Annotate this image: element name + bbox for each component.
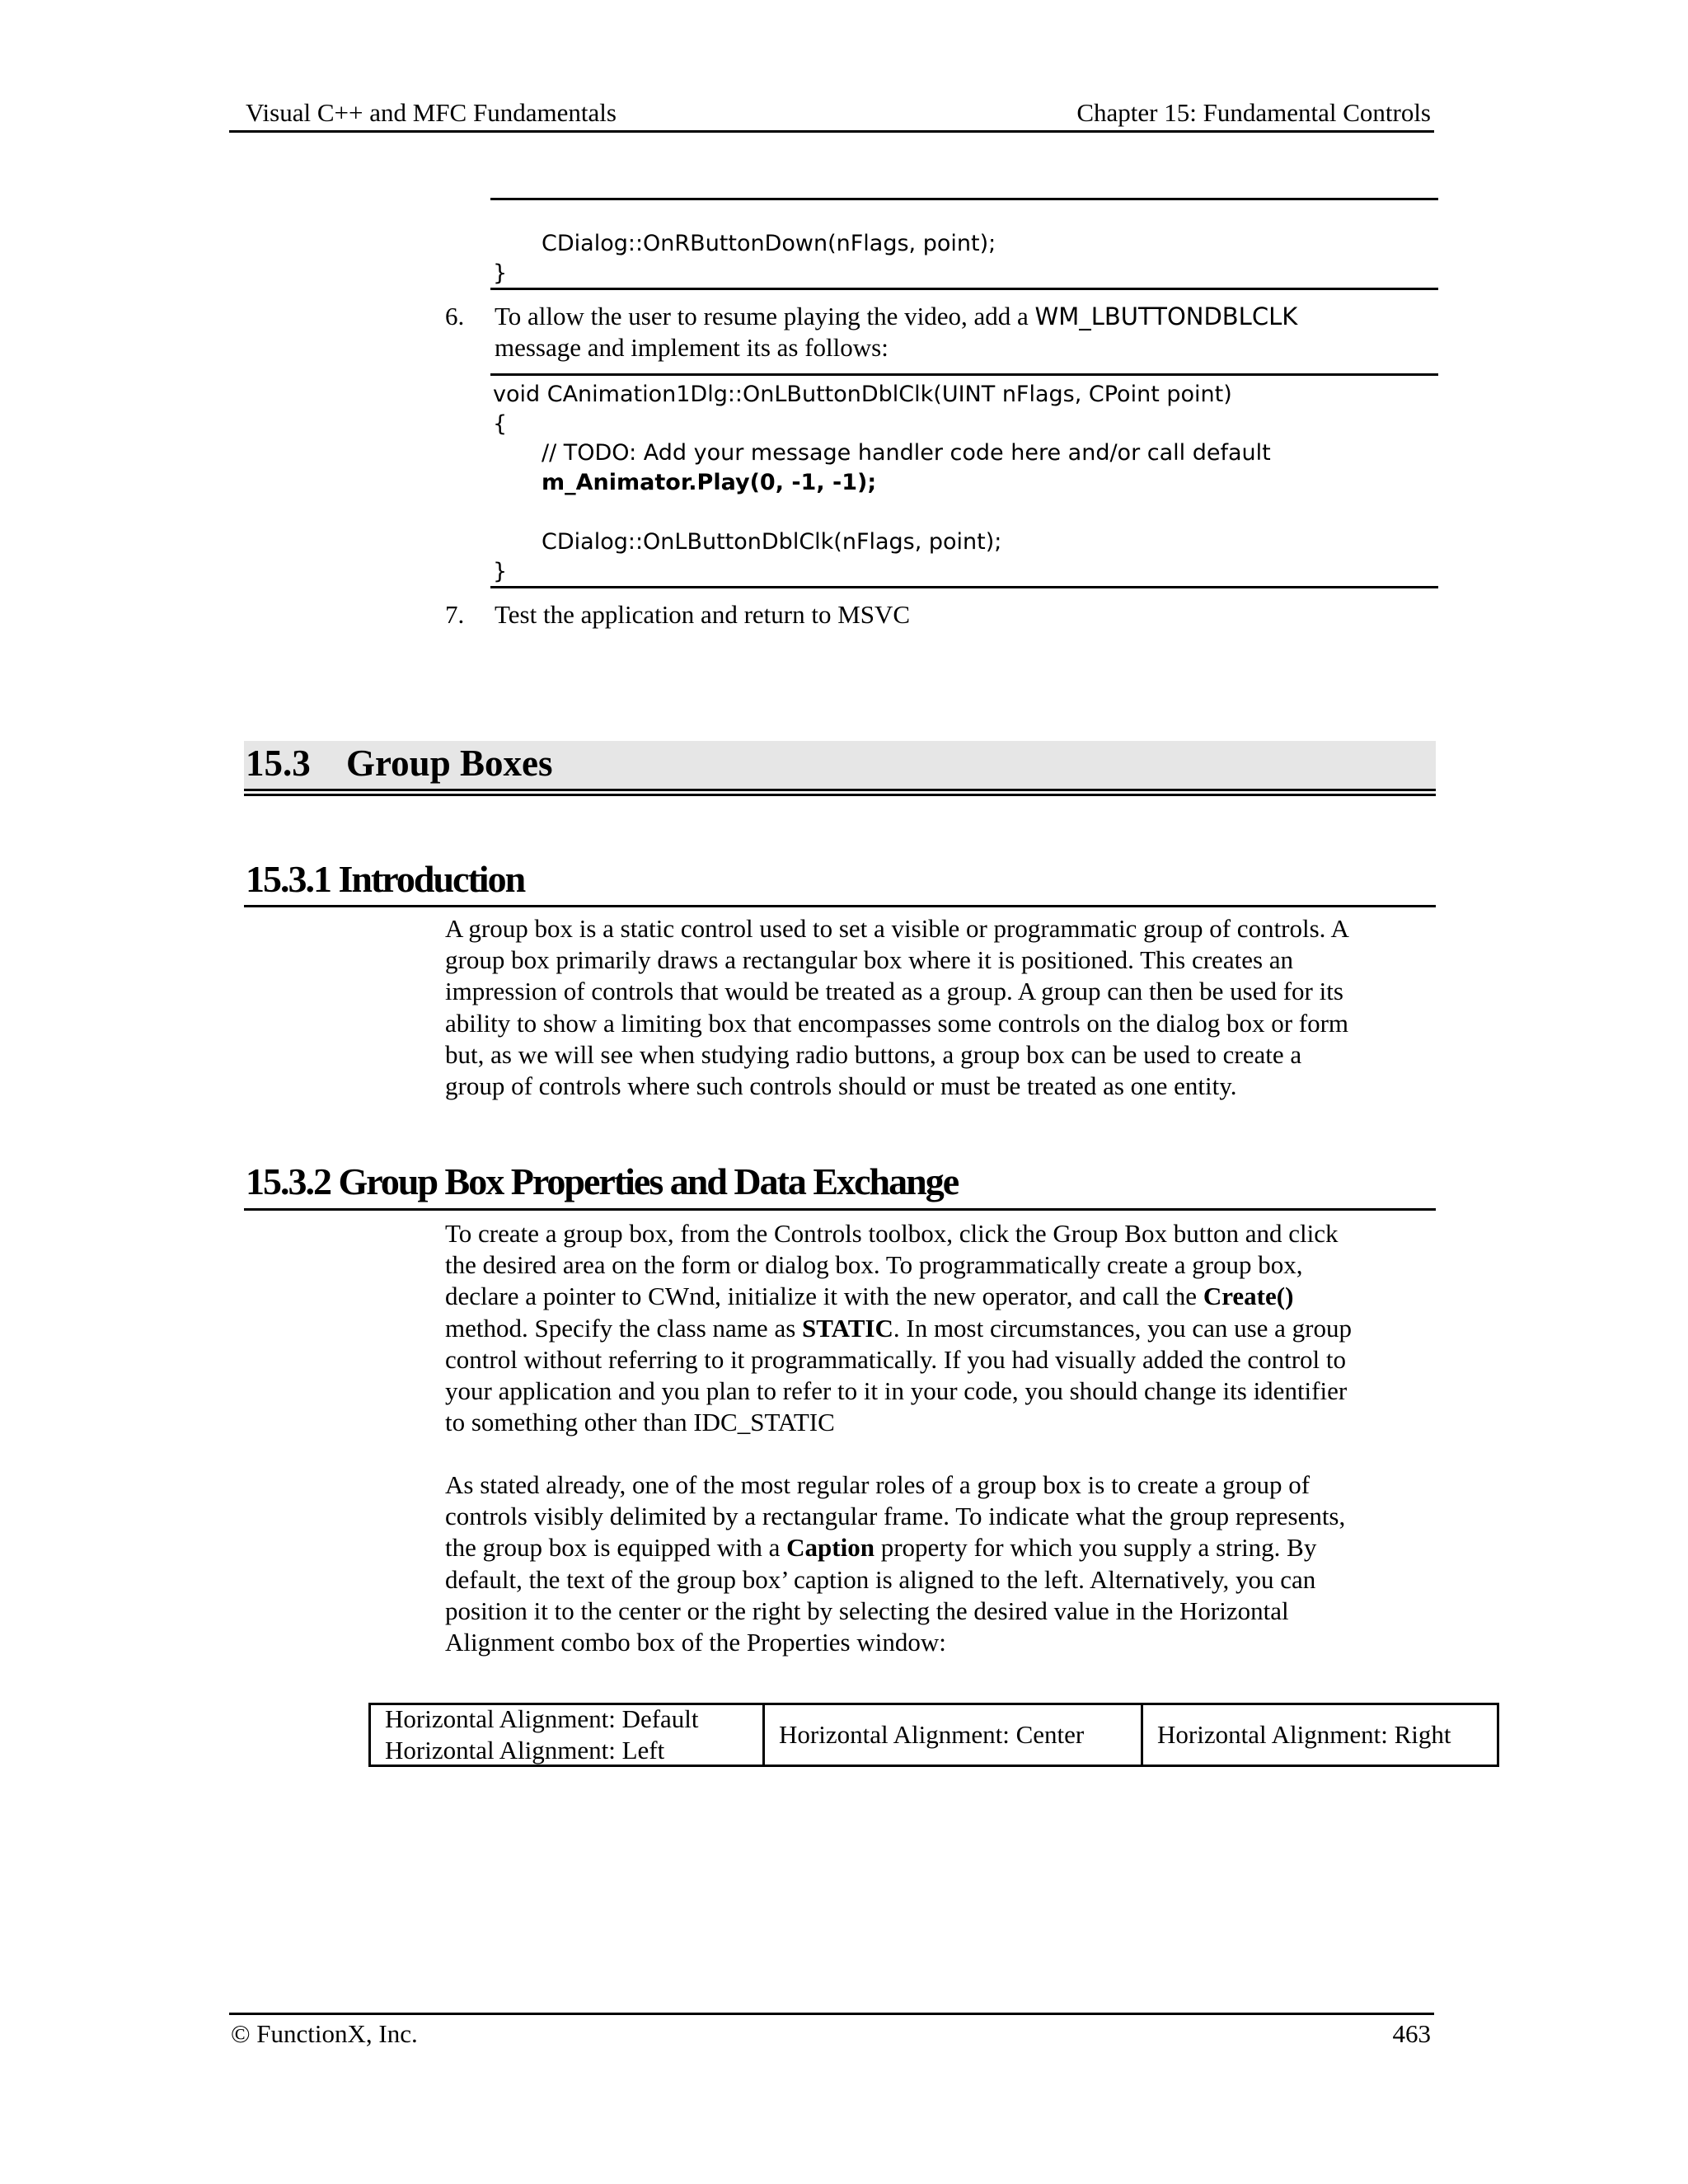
text-fragment: . In most circumstances, you can use a group (893, 1313, 1352, 1343)
text-fragment: method. Specify the class name as (445, 1313, 796, 1343)
text-line: group of controls where such controls should or must be treated as one entity. (445, 1071, 1237, 1101)
text-line (445, 1313, 1431, 1344)
step-6-text (495, 301, 1418, 363)
step-6-line1: To allow the user to resume playing the video, add a (495, 302, 1029, 330)
text-line: default, the text of the group box’ caption is aligned to the left. Alternatively, you can (445, 1564, 1316, 1594)
message-name: WM_LBUTTONDBLCLK (1034, 302, 1298, 330)
properties-paragraph-2 (445, 1469, 1431, 1658)
cell-text: Horizontal Alignment: Left (385, 1736, 665, 1765)
bold-term-static: STATIC (802, 1313, 893, 1343)
section-heading (246, 738, 552, 789)
text-line: but, as we will see when studying radio buttons, a group box can be used to create a (445, 1039, 1302, 1069)
running-header-title: Visual C++ and MFC Fundamentals (246, 98, 617, 127)
text-line: As stated already, one of the most regular roles of a group box is to create a group of (445, 1470, 1311, 1499)
text-fragment: the group box is equipped with a (445, 1533, 781, 1563)
text-line: controls visibly delimited by a rectangular frame. To indicate what the group represents, (445, 1502, 1346, 1531)
text-fragment: property for which you supply a string. By (880, 1533, 1317, 1563)
text-line: the desired area on the form or dialog box. To programmatically create a group box, (445, 1250, 1303, 1280)
subsection-heading-properties: 15.3.2 Group Box Properties and Data Exchange (246, 1160, 959, 1202)
text-line (445, 1281, 1431, 1312)
code-block-1-bottom-rule (490, 288, 1438, 290)
code-comment: // TODO: Add your message handler code here and/or call default (542, 440, 1271, 466)
section-title: Group Boxes (346, 743, 553, 784)
code-line: } (493, 559, 508, 584)
code-line: void CAnimation1Dlg::OnLButtonDblClk(UINT nFlags, CPoint point) (493, 382, 1232, 407)
text-line: to something other than IDC_STATIC (445, 1408, 835, 1437)
text-line: your application and you plan to refer to it in your code, you should change its identifier (445, 1376, 1348, 1406)
step-6-number: 6. (445, 302, 465, 330)
table-cell-right: Horizontal Alignment: Right (1141, 1705, 1497, 1765)
cell-text: Horizontal Alignment: Default (385, 1704, 699, 1733)
section-rule (244, 789, 1436, 791)
intro-paragraph (445, 913, 1431, 1102)
footer-copyright: © FunctionX, Inc. (231, 2019, 418, 2048)
running-header-chapter: Chapter 15: Fundamental Controls (1076, 98, 1431, 127)
bold-term-create: Create() (1203, 1282, 1294, 1311)
code-line: { (493, 411, 508, 437)
table-cell-center: Horizontal Alignment: Center (762, 1705, 1141, 1765)
step-7-text: Test the application and return to MSVC (495, 600, 911, 629)
section-number: 15.3 (246, 743, 311, 784)
page-number: 463 (1392, 2019, 1431, 2048)
properties-paragraph-1 (445, 1218, 1431, 1438)
code-block-1-top-rule (490, 198, 1438, 200)
code-line: CDialog::OnLButtonDblClk(nFlags, point); (542, 529, 1002, 555)
subsection-rule (244, 905, 1436, 907)
text-line: group box primarily draws a rectangular box where it is positioned. This creates an (445, 945, 1294, 975)
subsection-heading-introduction: 15.3.1 Introduction (246, 858, 525, 900)
text-line: control without referring to it programmatically. If you had visually added the control to (445, 1344, 1347, 1374)
text-line: Alignment combo box of the Properties window: (445, 1628, 946, 1657)
footer-rule (229, 2013, 1434, 2015)
text-line: position it to the center or the right by selecting the desired value in the Horizontal (445, 1596, 1289, 1625)
section-rule (244, 794, 1436, 796)
code-block-2-bottom-rule (490, 586, 1438, 588)
step-6-line2: message and implement its as follows: (495, 333, 889, 362)
bold-term-caption: Caption (786, 1533, 874, 1563)
table-cell-left (371, 1705, 762, 1765)
header-rule (229, 130, 1434, 133)
text-line: ability to show a limiting box that encompasses some controls on the dialog box or form (445, 1008, 1349, 1038)
code-block-2-top-rule (490, 373, 1438, 376)
alignment-table (368, 1703, 1499, 1767)
text-fragment: declare a pointer to CWnd, initialize it with the new operator, and call the (445, 1282, 1198, 1311)
code-line-bold: m_Animator.Play(0, -1, -1); (542, 470, 877, 495)
code-line: } (493, 260, 508, 286)
subsection-rule (244, 1208, 1436, 1211)
step-7-number: 7. (445, 600, 465, 629)
text-line: impression of controls that would be treated as a group. A group can then be used for its (445, 977, 1343, 1006)
text-line: To create a group box, from the Controls toolbox, click the Group Box button and click (445, 1219, 1339, 1248)
text-line (445, 1532, 1431, 1563)
text-line: A group box is a static control used to set a visible or programmatic group of controls. A (445, 914, 1349, 943)
code-line: CDialog::OnRButtonDown(nFlags, point); (542, 231, 996, 256)
